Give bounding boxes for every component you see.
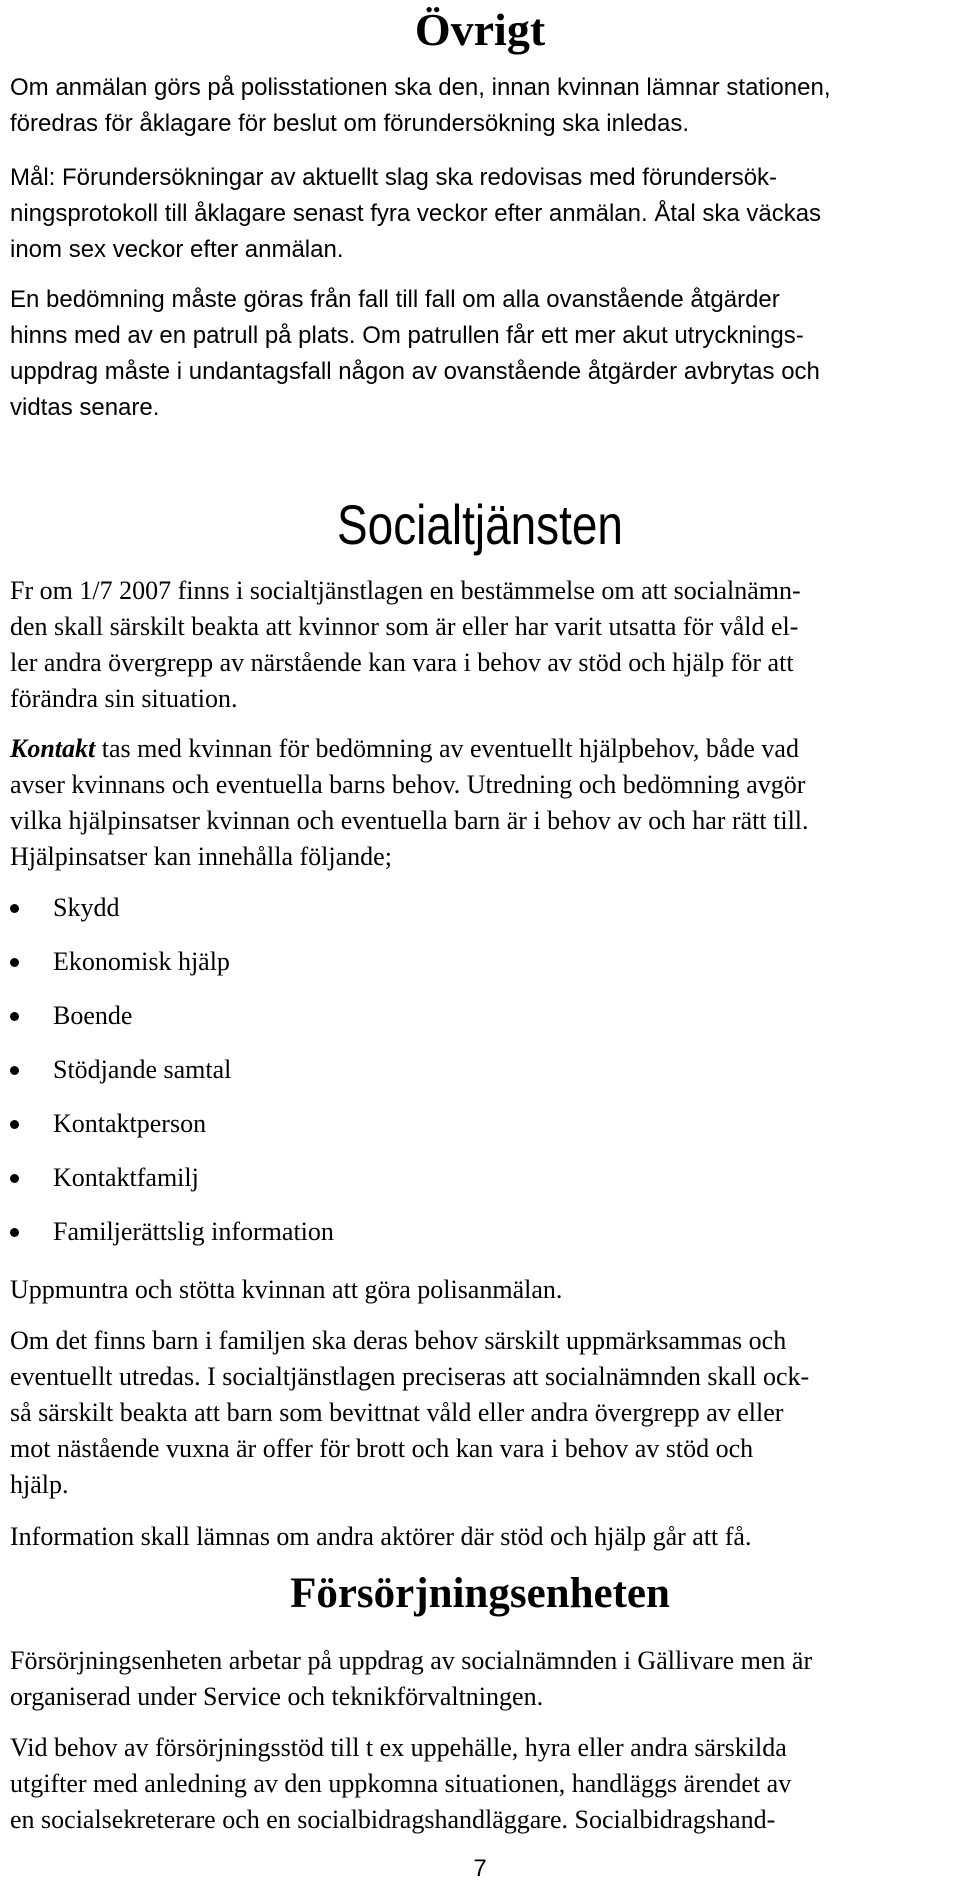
paragraph-soc-4	[10, 1323, 950, 1503]
text-line: eventuellt utredas. I socialtjänstlagen preciseras att socialnämnden skall ock-	[10, 1362, 810, 1391]
page-number: 7	[473, 1855, 487, 1882]
text-line: Vid behov av försörjningsstöd till t ex uppehälle, hyra eller andra särskilda	[10, 1733, 787, 1762]
text-line: så särskilt beakta att barn som bevittnat våld eller andra övergrepp av eller	[10, 1398, 784, 1427]
paragraph-soc-2	[10, 731, 950, 875]
bullet-icon	[10, 1066, 19, 1075]
paragraph-ovrigt-1	[10, 70, 950, 142]
text-line: den skall särskilt beakta att kvinnor som är eller har varit utsatta för våld el-	[10, 612, 799, 641]
bullet-icon	[10, 1228, 19, 1237]
paragraph-fors-1	[10, 1643, 950, 1715]
text-line	[10, 731, 950, 767]
text-line: vidtas senare.	[10, 394, 160, 421]
bullet-icon	[10, 958, 19, 967]
bullet-icon	[10, 1174, 19, 1183]
text-line: Mål: Förundersökningar av aktuellt slag ska redovisas med förundersök-	[10, 164, 778, 191]
list-item: Ekonomisk hjälp	[10, 944, 334, 998]
list-item: Skydd	[10, 890, 334, 944]
text-line: utgifter med anledning av den uppkomna situationen, handläggs ärendet av	[10, 1769, 792, 1798]
text-line: mot nästående vuxna är offer för brott och kan vara i behov av stöd och	[10, 1434, 754, 1463]
text-fragment: tas med kvinnan för bedömning av eventuellt hjälpbehov, både vad	[95, 734, 799, 763]
text-line: Försörjningsenheten arbetar på uppdrag av socialnämnden i Gällivare men är	[10, 1646, 813, 1675]
text-line: Fr om 1/7 2007 finns i socialtjänstlagen en bestämmelse om att socialnämn-	[10, 576, 801, 605]
paragraph-fors-2	[10, 1730, 950, 1838]
text-line: organiserad under Service och teknikförvaltningen.	[10, 1682, 544, 1711]
text-line: hjälp.	[10, 1470, 69, 1499]
heading-forsorjningsenheten: Försörjningsenheten	[290, 1570, 670, 1617]
text-line: Om anmälan görs på polisstationen ska den, innan kvinnan lämnar stationen,	[10, 74, 831, 101]
text-line: ler andra övergrepp av närstående kan vara i behov av stöd och hjälp för att	[10, 648, 794, 677]
bullet-icon	[10, 1120, 19, 1129]
text-line: ningsprotokoll till åklagare senast fyra veckor efter anmälan. Åtal ska väckas	[10, 200, 822, 227]
list-item: Kontaktperson	[10, 1106, 334, 1160]
heading-socialtjansten: Socialtjänsten	[337, 493, 623, 556]
text-line: Hjälpinsatser kan innehålla följande;	[10, 842, 392, 871]
list-item: Boende	[10, 998, 334, 1052]
bullet-icon	[10, 904, 19, 913]
help-list	[10, 890, 334, 1268]
text-line: Uppmuntra och stötta kvinnan att göra polisanmälan.	[10, 1275, 563, 1304]
bullet-icon	[10, 1012, 19, 1021]
text-line: avser kvinnans och eventuella barns behov. Utredning och bedömning avgör	[10, 770, 806, 799]
text-line: inom sex veckor efter anmälan.	[10, 236, 344, 263]
text-line: uppdrag måste i undantagsfall någon av ovanstående åtgärder avbrytas och	[10, 358, 820, 385]
paragraph-soc-3	[10, 1272, 950, 1308]
text-line: föredras för åklagare för beslut om förundersökning ska inledas.	[10, 110, 690, 137]
paragraph-soc-1	[10, 573, 950, 717]
text-line: vilka hjälpinsatser kvinnan och eventuella barn är i behov av och har rätt till.	[10, 806, 809, 835]
heading-ovrigt: Övrigt	[414, 4, 546, 55]
text-line: hinns med av en patrull på plats. Om patrullen får ett mer akut utrycknings-	[10, 322, 804, 349]
text-line: förändra sin situation.	[10, 684, 238, 713]
text-line: En bedömning måste göras från fall till fall om alla ovanstående åtgärder	[10, 286, 780, 313]
paragraph-ovrigt-3	[10, 282, 950, 426]
list-item: Stödjande samtal	[10, 1052, 334, 1106]
paragraph-soc-5	[10, 1519, 950, 1555]
list-item: Kontaktfamilj	[10, 1160, 334, 1214]
text-line: Om det finns barn i familjen ska deras behov särskilt uppmärksammas och	[10, 1326, 787, 1355]
paragraph-ovrigt-2	[10, 160, 950, 268]
text-line: Information skall lämnas om andra aktörer där stöd och hjälp går att få.	[10, 1522, 752, 1551]
text-line: en socialsekreterare och en socialbidragshandläggare. Socialbidragshand-	[10, 1805, 776, 1834]
kontakt-emphasis: Kontakt	[10, 734, 96, 763]
list-item: Familjerättslig information	[10, 1214, 334, 1268]
